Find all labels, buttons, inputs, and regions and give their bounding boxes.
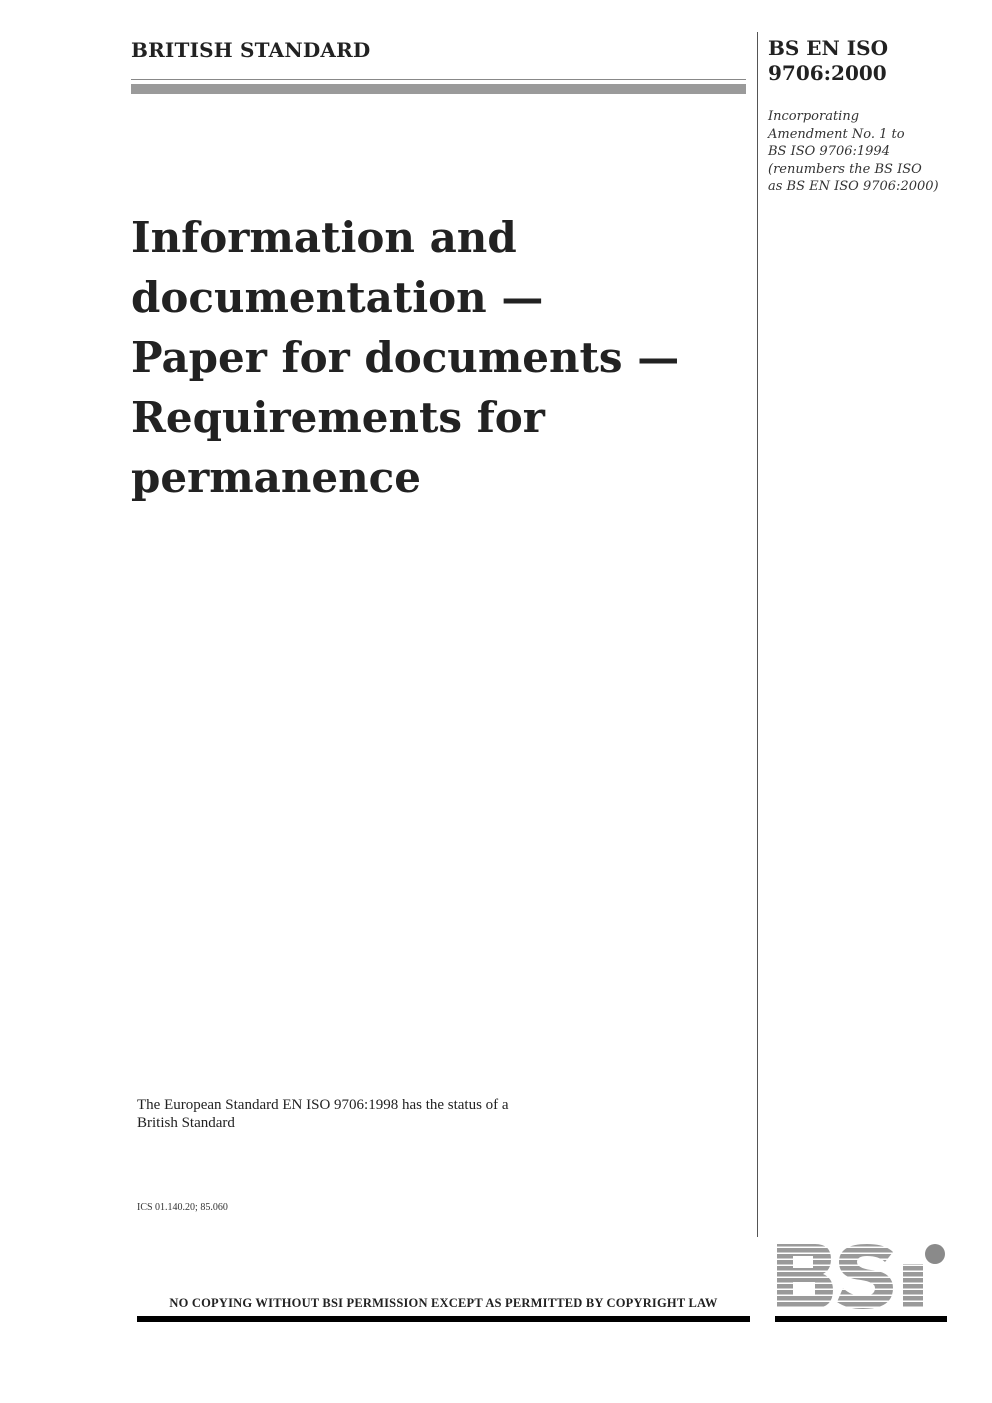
footer-rule <box>137 1316 750 1322</box>
document-type-label: BRITISH STANDARD <box>131 38 371 62</box>
standard-number <box>768 36 888 86</box>
amendment-note-line: Amendment No. 1 to <box>768 126 905 142</box>
header-rule <box>131 84 746 94</box>
amendment-note-line: BS ISO 9706:1994 <box>768 144 890 159</box>
header-thin-rule <box>131 79 746 80</box>
status-line: The European Standard EN ISO 9706:1998 has the status of a <box>137 1097 509 1113</box>
bsi-logo <box>775 1242 947 1310</box>
amendment-note <box>768 108 978 196</box>
title-line: Information and <box>131 213 517 262</box>
amendment-note-line: as BS EN ISO 9706:2000) <box>768 179 939 194</box>
amendment-note-line: (renumbers the BS ISO <box>768 161 922 177</box>
title-line: Paper for documents — <box>131 333 680 382</box>
title-line: permanence <box>131 453 421 502</box>
footer-rule-right <box>775 1316 947 1322</box>
standard-number-line: BS EN ISO <box>768 36 889 60</box>
amendment-note-line: Incorporating <box>768 109 860 124</box>
logo-text: BSi <box>775 1242 777 1243</box>
copyright-notice: NO COPYING WITHOUT BSI PERMISSION EXCEPT AS PERMITTED BY COPYRIGHT LAW <box>169 1296 718 1310</box>
status-line: British Standard <box>137 1115 235 1131</box>
ics-code: ICS 01.140.20; 85.060 <box>137 1202 228 1213</box>
document-title <box>131 208 746 508</box>
status-statement <box>137 1096 607 1132</box>
title-line: documentation — <box>131 273 544 322</box>
standard-number-line: 9706:2000 <box>768 61 887 85</box>
title-line: Requirements for <box>131 393 545 442</box>
sidebar-divider <box>757 32 758 1237</box>
